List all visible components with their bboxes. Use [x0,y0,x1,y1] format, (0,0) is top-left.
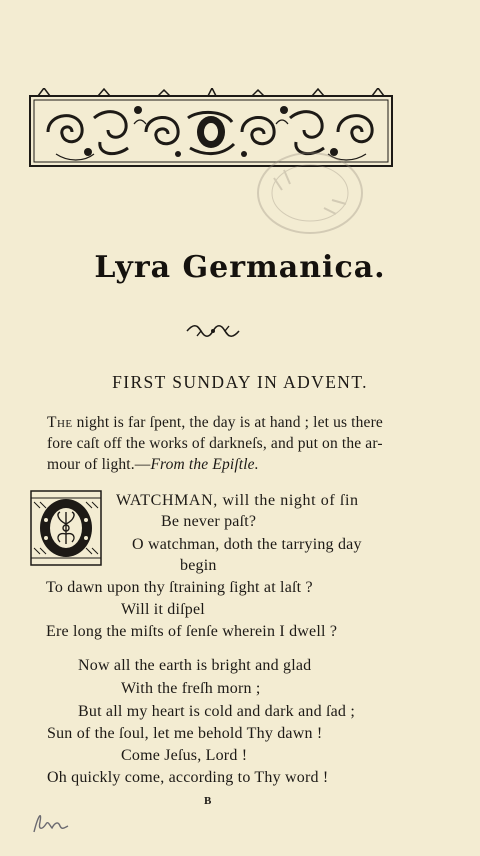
book-title: Lyra Germanica. [94,250,386,285]
section-heading: FIRST SUNDAY IN ADVENT. [112,372,368,392]
epigraph-source: From the Epiſtle. [150,456,259,473]
verse-line: WATCHMAN, will the night of ſin [116,492,359,509]
epigraph-line-1-text: night is far ſpent, the day is at hand ; let us there [72,414,383,431]
verse-line: Come Jeſus, Lord ! [121,747,248,764]
epigraph-line-3-text: mour of light.— [47,456,151,473]
epigraph-line-1 [47,414,437,432]
epigraph-lead-word: The [47,414,73,431]
library-stamp-icon [254,148,366,238]
signature-mark: B [204,795,212,807]
decorated-initial-o-icon [30,490,102,566]
flourish-icon [185,322,241,340]
verse-line: To dawn upon thy ſtraining ſight at laſt ? [46,579,313,596]
verse-line: Ere long the miſts of ſenſe wherein I dwell ? [46,623,338,640]
verse-line: Sun of the ſoul, let me behold Thy dawn ! [47,725,323,742]
verse-line: Be never paſt? [161,513,257,530]
epigraph-line-2: fore caſt off the works of darkneſs, and put on the ar- [47,435,383,452]
verse-line: Will it diſpel [121,601,205,618]
verse-line: begin [180,557,217,574]
pencil-scrawl-icon [30,806,70,836]
verse-line: Oh quickly come, according to Thy word ! [47,769,329,786]
verse-line: O watchman, doth the tarrying day [132,536,362,553]
verse-line: With the freſh morn ; [121,680,261,697]
verse-line: But all my heart is cold and dark and ſad ; [78,703,355,720]
verse-line: Now all the earth is bright and glad [78,657,312,674]
epigraph-line-3 [47,456,437,474]
